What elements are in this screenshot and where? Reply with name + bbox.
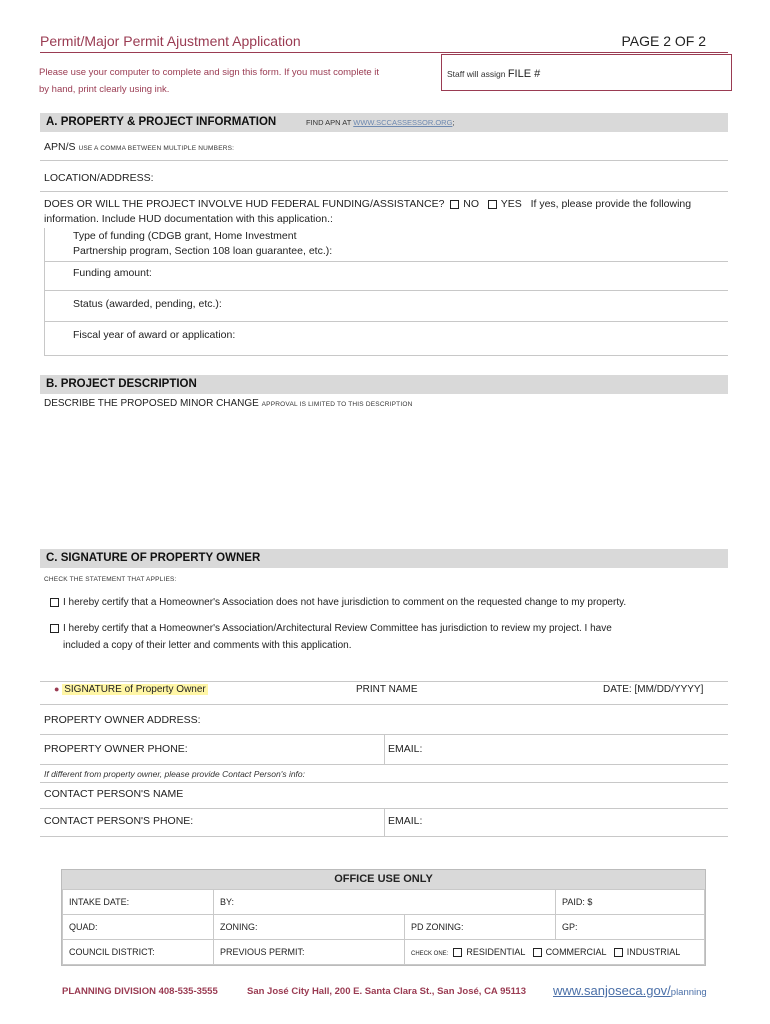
rule	[40, 191, 728, 192]
section-c-title: C. SIGNATURE OF PROPERTY OWNER	[46, 552, 261, 564]
section-c-header	[40, 549, 728, 568]
instructions	[39, 64, 419, 98]
zoning-cell[interactable]: ZONING:	[214, 915, 405, 940]
previous-permit-cell[interactable]: PREVIOUS PERMIT:	[214, 940, 405, 965]
location-field[interactable]: LOCATION/ADDRESS:	[44, 172, 154, 184]
statement-2[interactable]	[50, 620, 612, 654]
indent-rule	[44, 228, 45, 356]
hud-yes-checkbox[interactable]	[488, 200, 497, 209]
instructions-line-2: by hand, print clearly using ink.	[39, 84, 170, 95]
office-title: OFFICE USE ONLY	[62, 870, 705, 889]
funding-type-line-2: Partnership program, Section 108 loan guarantee, etc.):	[73, 245, 333, 257]
statement-1-text: I hereby certify that a Homeowner's Association does not have jurisdiction to comment on the requested change to my property.	[63, 597, 627, 608]
owner-address-field[interactable]: PROPERTY OWNER ADDRESS:	[44, 714, 201, 726]
rule	[40, 782, 728, 783]
required-dot-icon: ●	[54, 684, 60, 694]
owner-phone-field[interactable]: PROPERTY OWNER PHONE:	[44, 743, 188, 755]
footer-url-suffix: planning	[670, 987, 707, 998]
describe-note: APPROVAL IS LIMITED TO THIS DESCRIPTION	[261, 401, 413, 408]
hud-followup: If yes, please provide the following	[530, 198, 692, 210]
rule	[40, 160, 728, 161]
industrial-label: INDUSTRIAL	[626, 946, 681, 957]
funding-type-line-1: Type of funding (CDGB grant, Home Investment	[73, 230, 297, 242]
rule	[40, 764, 728, 765]
by-cell[interactable]: BY:	[214, 890, 556, 915]
footer-address: San José City Hall, 200 E. Santa Clara St., San José, CA 95113	[247, 986, 526, 997]
statement-2-checkbox[interactable]	[50, 624, 59, 633]
funding-amount-field[interactable]: Funding amount:	[73, 267, 152, 279]
council-district-cell[interactable]: COUNCIL DISTRICT:	[63, 940, 214, 965]
check-one-cell	[405, 940, 705, 965]
apns-note: USE A COMMA BETWEEN MULTIPLE NUMBERS:	[78, 145, 235, 152]
form-title: Permit/Major Permit Ajustment Application	[40, 33, 301, 49]
statement-2-text-a: I hereby certify that a Homeowner's Association/Architectural Review Committee has jurisdiction to review my project. I have	[63, 623, 612, 634]
date-field[interactable]: DATE: [MM/DD/YYYY]	[603, 684, 704, 695]
status-field[interactable]: Status (awarded, pending, etc.):	[73, 298, 222, 310]
check-one-label: CHECK ONE:	[411, 950, 449, 957]
print-name-field[interactable]: PRINT NAME	[356, 684, 418, 695]
apns-field[interactable]	[44, 141, 234, 153]
funding-type-field[interactable]	[73, 229, 332, 259]
section-a-header	[40, 113, 728, 132]
divider	[384, 735, 385, 764]
instructions-line-1: Please use your computer to complete and sign this form. If you must complete it	[39, 67, 380, 78]
fiscal-year-field[interactable]: Fiscal year of award or application:	[73, 329, 236, 341]
contact-name-field[interactable]: CONTACT PERSON'S NAME	[44, 788, 184, 800]
pd-zoning-cell[interactable]: PD ZONING:	[405, 915, 556, 940]
signature-field[interactable]	[54, 684, 208, 695]
section-a-title: A. PROPERTY & PROJECT INFORMATION	[46, 116, 277, 128]
quad-cell[interactable]: QUAD:	[63, 915, 214, 940]
owner-email-field[interactable]: EMAIL:	[388, 743, 423, 755]
hud-question-text: DOES OR WILL THE PROJECT INVOLVE HUD FEDERAL FUNDING/ASSISTANCE?	[44, 198, 445, 210]
statement-1-checkbox[interactable]	[50, 598, 59, 607]
residential-label: RESIDENTIAL	[466, 946, 526, 957]
contact-phone-field[interactable]: CONTACT PERSON'S PHONE:	[44, 815, 194, 827]
rule	[40, 704, 728, 705]
hud-yes-label: YES	[500, 198, 522, 210]
describe-label: DESCRIBE THE PROPOSED MINOR CHANGE	[44, 398, 259, 409]
rule	[44, 355, 728, 356]
rule	[40, 681, 728, 682]
section-b-header	[40, 375, 728, 394]
footer-division: PLANNING DIVISION 408-535-3555	[62, 986, 218, 997]
office-table	[62, 889, 705, 965]
page-indicator: PAGE 2 OF 2	[621, 33, 706, 49]
divider	[384, 809, 385, 836]
apn-prefix: FIND APN AT	[306, 118, 354, 127]
footer-url[interactable]: www.sanjoseca.gov/	[553, 983, 671, 998]
hud-question	[44, 197, 734, 227]
file-label	[447, 68, 540, 80]
describe-field[interactable]	[44, 398, 412, 409]
section-b-title: B. PROJECT DESCRIPTION	[46, 378, 197, 390]
paid-cell[interactable]: PAID: $	[556, 890, 705, 915]
commercial-label: COMMERCIAL	[545, 946, 607, 957]
header-rule	[40, 52, 728, 53]
intake-date-cell[interactable]: INTAKE DATE:	[63, 890, 214, 915]
file-number-box[interactable]	[441, 54, 732, 91]
industrial-checkbox[interactable]	[614, 948, 623, 957]
office-use-box	[61, 869, 706, 966]
apns-label: APN/S	[44, 141, 76, 153]
contact-note: If different from property owner, please provide Contact Person's info:	[44, 769, 306, 779]
hud-line-2: information. Include HUD documentation with this application.:	[44, 213, 333, 225]
commercial-checkbox[interactable]	[533, 948, 542, 957]
apn-suffix: ;	[452, 118, 455, 127]
rule	[44, 290, 728, 291]
rule	[44, 321, 728, 322]
staff-label: Staff will assign	[447, 69, 506, 79]
signature-label: SIGNATURE of Property Owner	[64, 684, 206, 695]
hud-no-label: NO	[463, 198, 480, 210]
contact-email-field[interactable]: EMAIL:	[388, 815, 423, 827]
footer-link[interactable]	[553, 983, 707, 998]
gp-cell[interactable]: GP:	[556, 915, 705, 940]
statement-2-text-b: included a copy of their letter and comments with this application.	[63, 640, 352, 651]
apn-note	[306, 113, 455, 132]
hud-no-checkbox[interactable]	[450, 200, 459, 209]
apn-link[interactable]: WWW.SCCASSESSOR.ORG	[353, 118, 453, 127]
rule	[40, 836, 728, 837]
residential-checkbox[interactable]	[453, 948, 462, 957]
file-hash-label: FILE #	[507, 68, 541, 80]
statement-1[interactable]	[50, 597, 626, 608]
rule	[44, 261, 728, 262]
check-note: CHECK THE STATEMENT THAT APPLIES:	[44, 576, 177, 583]
